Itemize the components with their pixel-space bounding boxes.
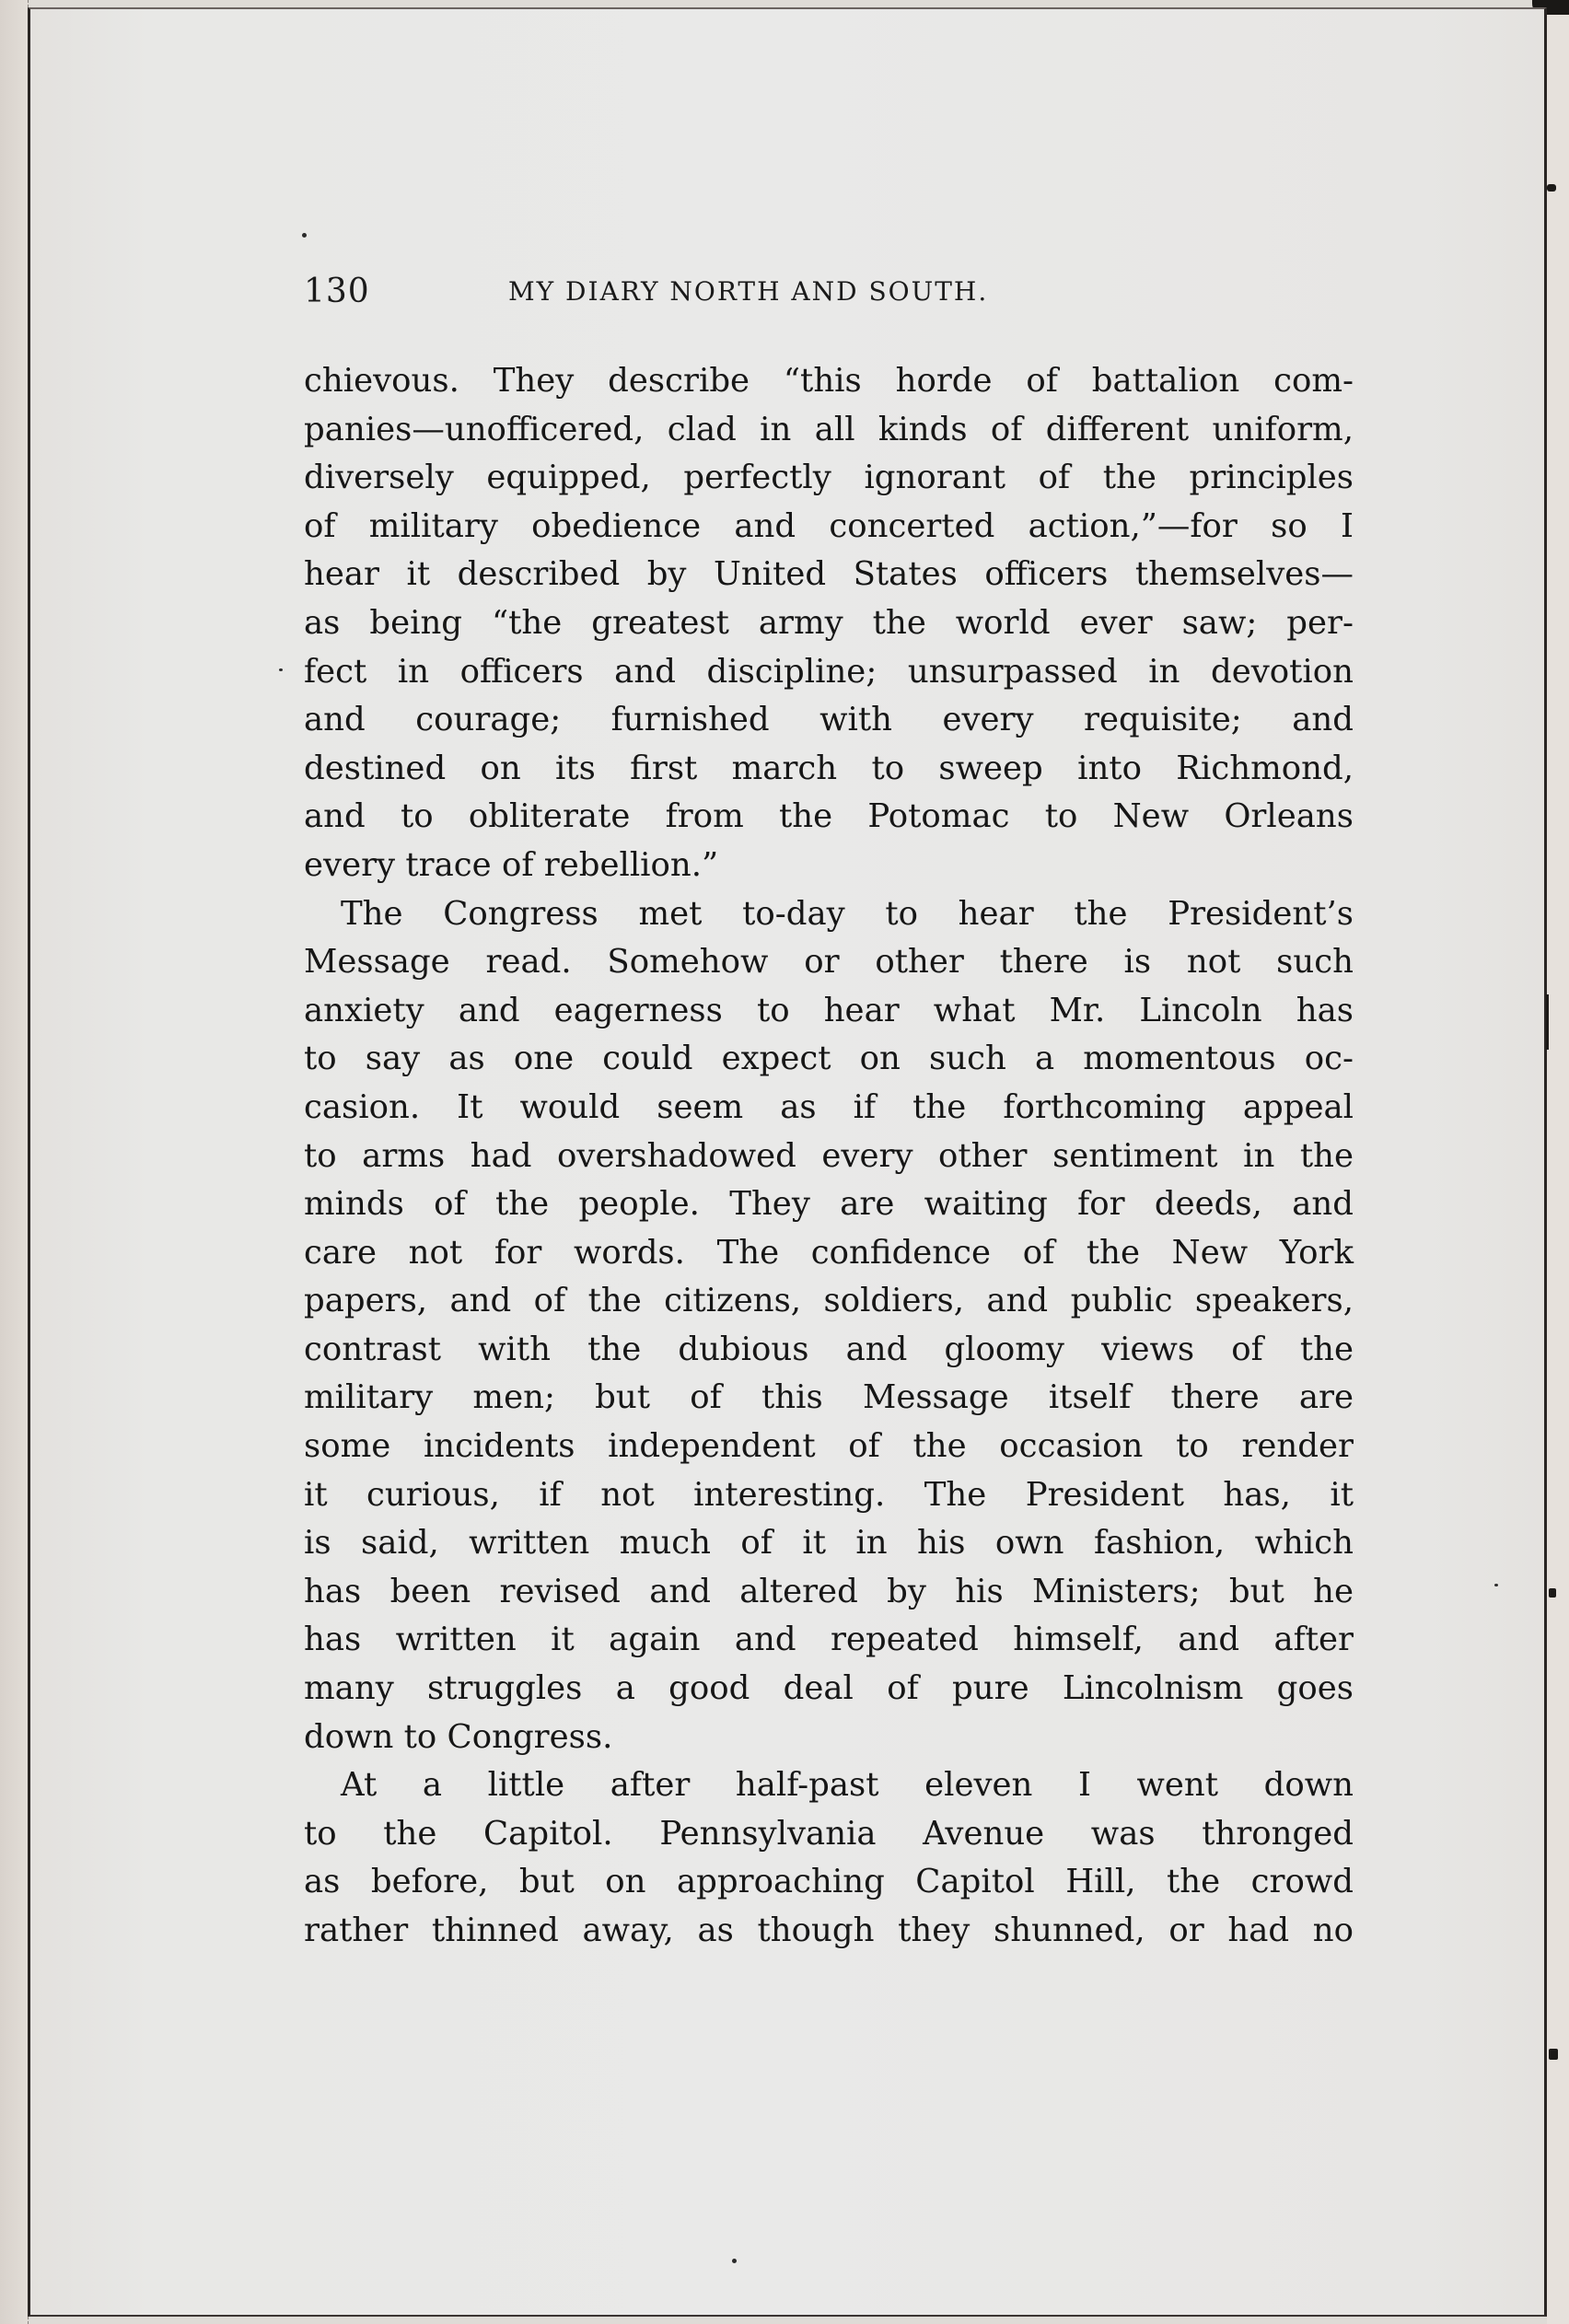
text-line: of military obedience and concerted action,”—for so I <box>304 506 1354 545</box>
page-edge-mark <box>1549 2049 1558 2060</box>
text-line: many struggles a good deal of pure Lincolnism goes <box>304 1669 1354 1708</box>
text-line: is said, written much of it in his own fashion, which <box>304 1524 1354 1563</box>
text-line: it curious, if not interesting. The President has, it <box>304 1475 1354 1514</box>
page-edge-mark <box>1546 994 1549 1050</box>
text-line: to arms had overshadowed every other sentiment in the <box>304 1136 1354 1175</box>
text-line: At a little after half-past eleven I went down <box>341 1766 1354 1805</box>
text-line: has been revised and altered by his Ministers; but he <box>304 1572 1354 1610</box>
text-line: and to obliterate from the Potomac to New Orleans <box>304 797 1354 836</box>
text-line: some incidents independent of the occasion to render <box>304 1427 1354 1466</box>
text-line: papers, and of the citizens, soldiers, and public speakers, <box>304 1282 1354 1320</box>
text-line: has written it again and repeated himself, and after <box>304 1621 1354 1659</box>
text-line: as being “the greatest army the world ever saw; per- <box>304 603 1354 642</box>
text-line: contrast with the dubious and gloomy views of the <box>304 1330 1354 1368</box>
text-line: chievous. They describe “this horde of battalion com- <box>304 362 1354 400</box>
text-line: The Congress met to-day to hear the President’s <box>341 894 1354 933</box>
page-edge-mark <box>1549 1588 1556 1598</box>
text-line: panies—unofficered, clad in all kinds of different uniform, <box>304 410 1354 448</box>
text-line: care not for words. The confidence of the New York <box>304 1233 1354 1272</box>
running-title: MY DIARY NORTH AND SOUTH. <box>508 276 989 307</box>
text-line: military men; but of this Message itself there are <box>304 1378 1354 1417</box>
print-speck <box>1494 1584 1498 1586</box>
text-line: to say as one could expect on such a momentous oc- <box>304 1040 1354 1078</box>
book-binding-left <box>0 0 29 2324</box>
page-edge-mark <box>1547 184 1556 192</box>
text-line: and courage; furnished with every requisite; and <box>304 701 1354 739</box>
text-line: hear it described by United States officers themselves— <box>304 555 1354 594</box>
print-speck <box>302 233 307 238</box>
text-line: Message read. Somehow or other there is not such <box>304 943 1354 982</box>
text-line: every trace of rebellion.” <box>304 845 719 884</box>
book-binding-right <box>1547 0 1569 2324</box>
text-line: anxiety and eagerness to hear what Mr. Lincoln has <box>304 991 1354 1029</box>
text-line: destined on its first march to sweep into Richmond, <box>304 749 1354 787</box>
text-line: rather thinned away, as though they shunned, or had no <box>304 1911 1354 1949</box>
print-speck <box>732 2259 737 2263</box>
text-line: down to Congress. <box>304 1717 613 1756</box>
text-line: fect in officers and discipline; unsurpassed in devotion <box>304 652 1354 691</box>
body-text <box>304 357 1354 1956</box>
text-line: as before, but on approaching Capitol Hill, the crowd <box>304 1863 1354 1901</box>
text-line: diversely equipped, perfectly ignorant of the principles <box>304 459 1354 497</box>
text-line: minds of the people. They are waiting for deeds, and <box>304 1185 1354 1224</box>
running-header <box>304 273 1354 319</box>
text-line: casion. It would seem as if the forthcoming appeal <box>304 1087 1354 1126</box>
page-number: 130 <box>304 273 370 310</box>
text-line: to the Capitol. Pennsylvania Avenue was thronged <box>304 1814 1354 1853</box>
print-speck <box>279 668 283 671</box>
